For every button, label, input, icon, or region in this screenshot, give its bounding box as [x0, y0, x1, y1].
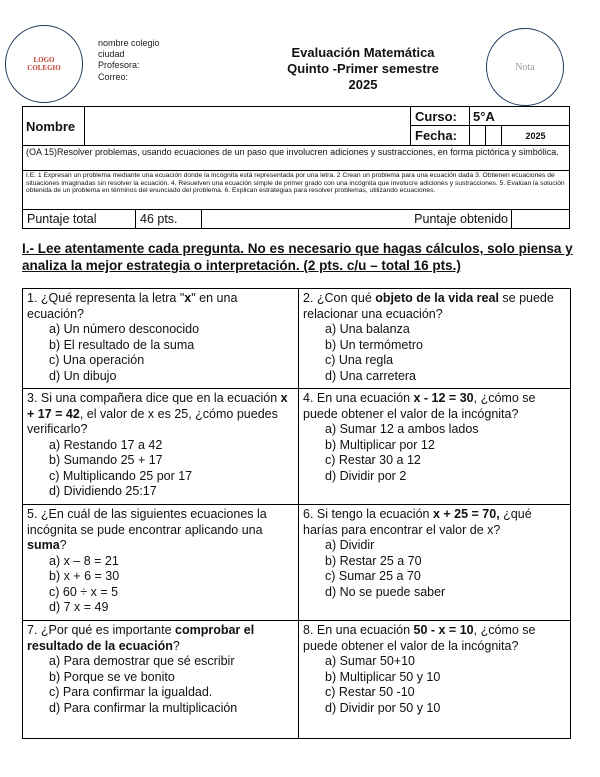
question-text: 4. En una ecuación x - 12 = 30, ¿cómo se puede obtener el valor de la incógnita? [303, 391, 536, 421]
school-name: nombre colegio [98, 38, 160, 48]
name-field[interactable] [84, 106, 411, 146]
question-text: 7. ¿Por qué es importante comprobar el resultado de la ecuación? [27, 623, 255, 653]
total-score-value: 46 pts. [135, 209, 202, 229]
option-d[interactable]: d) 7 x = 49 [49, 600, 109, 614]
title-line-2: Quinto -Primer semestre [287, 61, 439, 76]
option-a[interactable]: a) Dividir [325, 538, 375, 552]
student-header [22, 106, 570, 229]
option-c[interactable]: c) Restar 30 a 12 [325, 453, 421, 467]
options-list [303, 654, 567, 716]
school-logo [5, 25, 83, 103]
learning-objective: (OA 15)Resolver problemas, usando ecuaciones de un paso que involucren adiciones y sustracciones, en forma pictórica y simbólica. [22, 145, 570, 171]
option-b[interactable]: b) Sumando 25 + 17 [49, 453, 163, 467]
date-month-field[interactable] [485, 125, 502, 146]
option-a[interactable]: a) Sumar 12 a ambos lados [325, 422, 479, 436]
logo-text: LOGO COLEGIO [27, 55, 61, 72]
question-1 [23, 289, 299, 389]
title-line-1: Evaluación Matemática [291, 45, 435, 60]
option-d[interactable]: d) Para confirmar la multiplicación [49, 700, 238, 715]
title-line-3: 2025 [348, 77, 378, 92]
school-city: ciudad [98, 49, 125, 60]
options-list [27, 554, 295, 616]
question-5 [23, 505, 299, 621]
options-list [27, 322, 295, 384]
grade-label: Nota [515, 61, 535, 73]
total-score-label: Puntaje total [22, 209, 136, 229]
date-day-field[interactable] [469, 125, 486, 146]
option-c[interactable]: c) Multiplicando 25 por 17 [49, 468, 193, 483]
option-a[interactable]: a) x – 8 = 21 [49, 553, 119, 568]
question-2 [299, 289, 571, 389]
obtained-score-label: Puntaje obtenido [201, 209, 512, 229]
teacher-label: Profesora: [98, 60, 140, 71]
grade-circle[interactable] [486, 28, 564, 106]
option-b[interactable]: b) Porque se ve bonito [49, 669, 175, 684]
option-a[interactable]: a) Para demostrar que sé escribir [49, 654, 235, 668]
option-c[interactable]: c) Restar 50 -10 [325, 685, 415, 699]
option-c[interactable]: c) Una operación [49, 353, 145, 367]
questions-table [22, 288, 571, 739]
question-text: 5. ¿En cuál de las siguientes ecuaciones la incógnita se pude encontrar aplicando una suma? [27, 507, 267, 552]
options-list [303, 322, 567, 384]
option-a[interactable]: a) Una balanza [325, 322, 410, 336]
option-a[interactable]: a) Un número desconocido [49, 322, 200, 336]
school-info [98, 38, 160, 83]
question-text: 3. Si una compañera dice que en la ecuación x + 17 = 42, el valor de x es 25, ¿cómo puedes verificarlo? [27, 391, 288, 436]
options-list [27, 438, 295, 500]
option-d[interactable]: d) Una carretera [325, 368, 417, 383]
option-b[interactable]: b) Restar 25 a 70 [325, 553, 422, 568]
question-3 [23, 389, 299, 505]
options-list [303, 538, 567, 600]
question-text: 6. Si tengo la ecuación x + 25 = 70, ¿qué harías para encontrar el valor de x? [303, 507, 532, 537]
option-d[interactable]: d) Dividir por 2 [325, 468, 407, 483]
option-c[interactable]: c) 60 ÷ x = 5 [49, 584, 119, 599]
question-text: 2. ¿Con qué objeto de la vida real se puede relacionar una ecuación? [303, 291, 554, 321]
options-list [27, 654, 295, 716]
option-b[interactable]: b) x + 6 = 30 [49, 569, 120, 583]
option-a[interactable]: a) Sumar 50+10 [325, 654, 415, 668]
question-6 [299, 505, 571, 621]
options-list [303, 422, 567, 484]
option-c[interactable]: c) Una regla [325, 353, 394, 367]
course-value: 5°A [469, 106, 570, 126]
option-c[interactable]: c) Sumar 25 a 70 [325, 569, 421, 583]
date-year: 2025 [501, 125, 570, 146]
option-b[interactable]: b) Un termómetro [325, 337, 423, 352]
question-8 [299, 621, 571, 739]
option-c[interactable]: c) Para confirmar la igualdad. [49, 685, 213, 699]
date-label: Fecha: [410, 125, 470, 146]
option-b[interactable]: b) Multiplicar por 12 [325, 437, 435, 452]
option-d[interactable]: d) Dividiendo 25:17 [49, 484, 157, 498]
assessment-indicators: I.E. 1 Expresan un problema mediante una ecuación donde la incógnita está representada por una letra. 2 Crean un problema para una ecuación dada 3. Obtienen ecuaciones de situaciones imaginadas sin resolver la ecuación. 4. Resuelven una ecuación simple de primer grado con una incógnita que involucre adiciones y sustracciones. 5. Evalúan la solución obtenida de un problema en términos del enunciado del problema. 6. Explican estrategias para resolver problemas, utilizando ecuaciones. [22, 170, 570, 210]
option-d[interactable]: d) Dividir por 50 y 10 [325, 700, 441, 715]
obtained-score-field[interactable] [511, 209, 570, 229]
option-d[interactable]: d) No se puede saber [325, 584, 446, 599]
exam-title [258, 45, 468, 93]
option-b[interactable]: b) Multiplicar 50 y 10 [325, 669, 441, 684]
question-text: 1. ¿Qué representa la letra "x" en una ecuación? [27, 291, 238, 321]
option-b[interactable]: b) El resultado de la suma [49, 337, 195, 352]
option-d[interactable]: d) Un dibujo [49, 368, 117, 383]
course-label: Curso: [410, 106, 470, 126]
question-text: 8. En una ecuación 50 - x = 10, ¿cómo se puede obtener el valor de la incógnita? [303, 623, 536, 653]
option-a[interactable]: a) Restando 17 a 42 [49, 437, 163, 452]
section-instructions: I.- Lee atentamente cada pregunta. No es necesario que hagas cálculos, solo piensa y analiza la mejor estrategia o interpretación. (2 pts. c/u – total 16 pts.) [22, 241, 573, 273]
question-7 [23, 621, 299, 739]
question-4 [299, 389, 571, 505]
name-label: Nombre [22, 106, 85, 146]
email-label: Correo: [98, 71, 129, 82]
